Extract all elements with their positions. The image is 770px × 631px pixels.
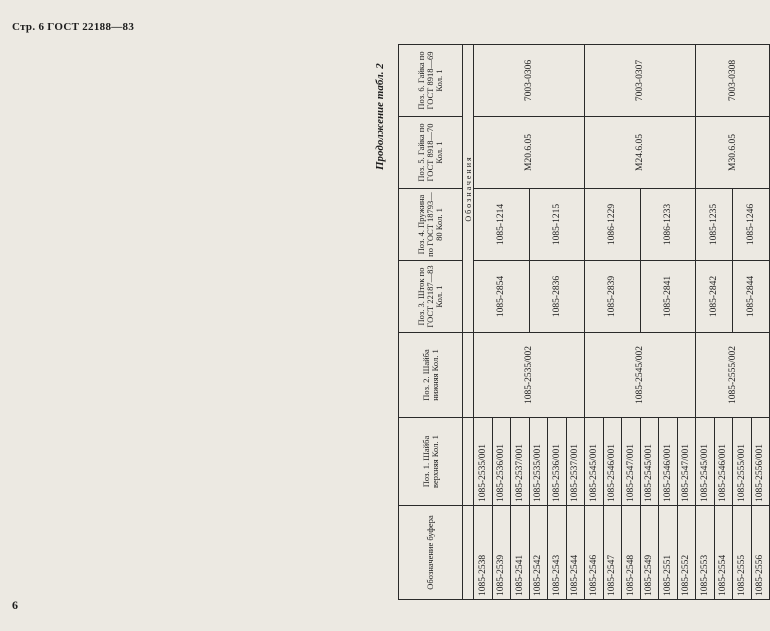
upper-washer-cell: 1085-2537/001 — [511, 418, 530, 506]
rod-cell: 1085-2854 — [474, 261, 530, 333]
lower-washer-cell: 1085-2545/002 — [585, 333, 696, 418]
upper-washer-cell: 1085-2536/001 — [492, 418, 511, 506]
header-pos4: Поз. 4. Пружина по ГОСТ 18793—80 Кол. 1 — [399, 189, 463, 261]
buffer-cell: 1085-2542 — [529, 506, 548, 600]
spring-cell: 1085-1215 — [529, 189, 585, 261]
buffer-cell: 1085-2552 — [677, 506, 696, 600]
spring-cell: 1085-1235 — [696, 189, 733, 261]
buffer-cell: 1085-2549 — [640, 506, 659, 600]
upper-washer-cell: 1085-2536/001 — [548, 418, 567, 506]
upper-washer-cell: 1085-2545/001 — [585, 418, 604, 506]
lower-washer-cell: 1085-2535/002 — [474, 333, 585, 418]
sub-empty — [463, 506, 474, 600]
buffer-cell: 1085-2547 — [603, 506, 622, 600]
sub-empty — [463, 418, 474, 506]
buffer-cell: 1085-2555 — [733, 506, 752, 600]
upper-washer-cell: 1085-2535/001 — [474, 418, 493, 506]
designation-label: Обозначения — [463, 45, 474, 333]
upper-washer-cell: 1085-2547/001 — [622, 418, 641, 506]
header-pos2: Поз. 2. Шайба нижняя Кол. 1 — [399, 333, 463, 418]
buffer-cell: 1085-2544 — [566, 506, 585, 600]
page-header: Стр. 6 ГОСТ 22188—83 — [12, 21, 135, 33]
buffer-cell: 1085-2539 — [492, 506, 511, 600]
upper-washer-cell: 1085-2555/001 — [733, 418, 752, 506]
nut6-cell: 7003-0308 — [696, 45, 770, 117]
spring-cell: 1086-1229 — [585, 189, 641, 261]
continuation-title: Продолжение табл. 2 — [374, 63, 386, 170]
buffer-cell: 1085-2541 — [511, 506, 530, 600]
upper-washer-cell: 1085-2537/001 — [566, 418, 585, 506]
spring-cell: 1085-1246 — [733, 189, 770, 261]
specification-table — [398, 44, 770, 600]
upper-washer-cell: 1085-2546/001 — [714, 418, 733, 506]
lower-washer-cell: 1085-2555/002 — [696, 333, 770, 418]
buffer-cell: 1085-2551 — [659, 506, 678, 600]
header-buffer: Обозначение буфера — [399, 506, 463, 600]
spring-cell: 1086-1233 — [640, 189, 696, 261]
buffer-cell: 1085-2543 — [548, 506, 567, 600]
buffer-cell: 1085-2554 — [714, 506, 733, 600]
buffer-cell: 1085-2546 — [585, 506, 604, 600]
rotated-table-block — [374, 45, 769, 600]
nut6-cell: 7003-0307 — [585, 45, 696, 117]
rod-cell: 1085-2836 — [529, 261, 585, 333]
upper-washer-cell: 1085-2535/001 — [529, 418, 548, 506]
rod-cell: 1085-2842 — [696, 261, 733, 333]
upper-washer-cell: 1085-2546/001 — [603, 418, 622, 506]
rod-cell: 1085-2841 — [640, 261, 696, 333]
nut5-cell: M20.6.05 — [474, 117, 585, 189]
upper-washer-cell: 1085-2545/001 — [696, 418, 715, 506]
nut5-cell: M24.6.05 — [585, 117, 696, 189]
buffer-cell: 1085-2538 — [474, 506, 493, 600]
rod-cell: 1085-2844 — [733, 261, 770, 333]
nut6-cell: 7003-0306 — [474, 45, 585, 117]
spring-cell: 1085-1214 — [474, 189, 530, 261]
upper-washer-cell: 1085-2556/001 — [751, 418, 770, 506]
buffer-cell: 1085-2556 — [751, 506, 770, 600]
buffer-cell: 1085-2548 — [622, 506, 641, 600]
upper-washer-cell: 1085-2547/001 — [677, 418, 696, 506]
nut5-cell: M30.6.05 — [696, 117, 770, 189]
upper-washer-cell: 1085-2545/001 — [640, 418, 659, 506]
upper-washer-cell: 1085-2546/001 — [659, 418, 678, 506]
rod-cell: 1085-2839 — [585, 261, 641, 333]
header-pos3: Поз. 3. Шток по ГОСТ 22187—83 Кол. 1 — [399, 261, 463, 333]
header-pos6: Поз. 6. Гайка по ГОСТ 8918—69 Кол. 1 — [399, 45, 463, 117]
sub-empty — [463, 333, 474, 418]
header-pos5: Поз. 5. Гайка по ГОСТ 8918—70 Кол. 1 — [399, 117, 463, 189]
buffer-cell: 1085-2553 — [696, 506, 715, 600]
header-pos1: Поз. 1. Шайба верхняя Кол. 1 — [399, 418, 463, 506]
page-number: 6 — [12, 598, 18, 612]
